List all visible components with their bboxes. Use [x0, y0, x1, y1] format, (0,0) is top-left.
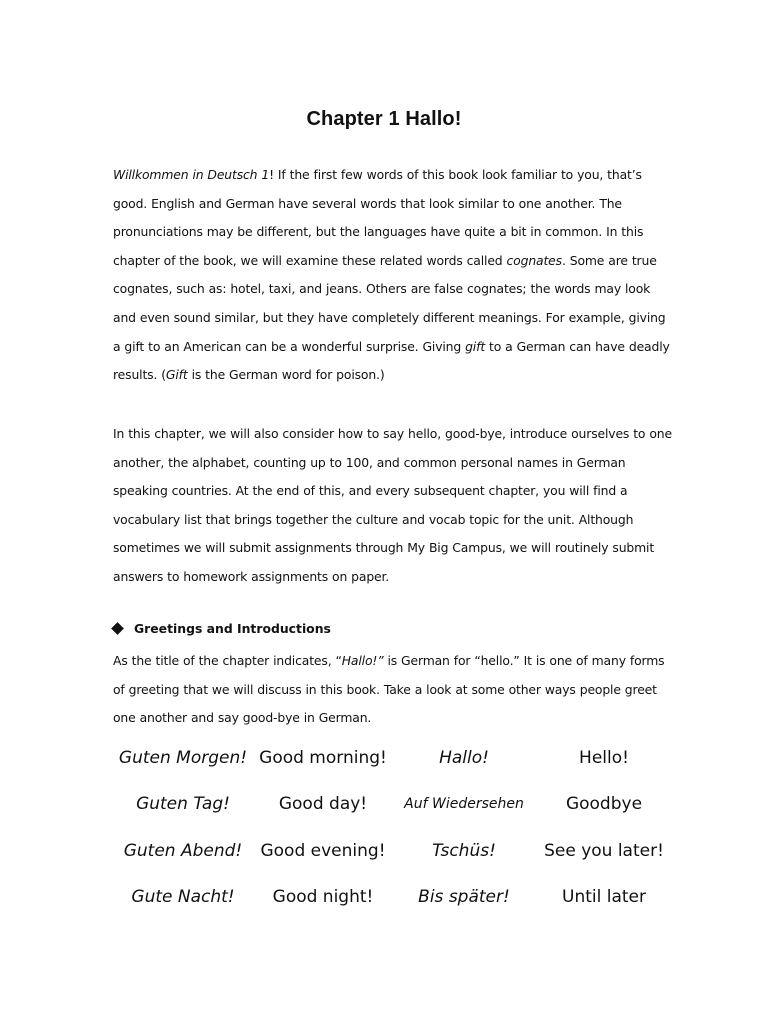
cognates-term: cognates — [506, 252, 562, 268]
intro-text-part-4: is the German word for poison.) — [187, 367, 385, 383]
intro-text-part-1: ! If the first few words of this book look familiar to you, that’s good. English and German have several words that look similar to one another. The pronunciations may be different, but the languages have quite a bit in common. In this chapter of the book, we will examine these related words called — [113, 167, 644, 268]
chapter-title: Chapter 1 Hallo! — [306, 108, 462, 130]
chapter-overview-text: In this chapter, we will also consider how to say hello, good-bye, introduce ourselves to one another, the alphabet, counting up to 100, and common personal names in German speaking countries. At the end of this, and every subsequent chapter, you will find a vocabulary list that brings together the culture and vocab topic for the unit. Although sometimes we will submit assignments through My Big Campus, we will routinely submit answers to homework assignments on paper. — [113, 426, 672, 584]
english-greeting: Hello! — [579, 748, 629, 769]
german-greeting: Auf Wiedersehen — [404, 796, 524, 813]
hallo-term: Hallo!” — [341, 653, 384, 668]
english-greeting: Goodbye — [565, 794, 643, 815]
english-greeting: Good evening! — [260, 840, 386, 861]
greetings-table — [113, 735, 673, 920]
english-greeting: Until later — [562, 887, 646, 908]
english-greeting: Good morning! — [259, 748, 387, 769]
german-greeting: Guten Tag! — [136, 794, 230, 815]
german-greeting: Guten Morgen! — [118, 748, 248, 769]
german-greeting: Gute Nacht! — [131, 887, 235, 908]
german-greeting: Bis später! — [418, 887, 510, 908]
intro-text-part-3: to a German can have deadly results. ( — [113, 338, 670, 383]
section-heading-label: Greetings and Introductions — [134, 621, 331, 636]
gift-term-2: Gift — [165, 367, 188, 383]
intro-italic-text: Willkommen in Deutsch 1 — [113, 167, 270, 182]
english-greeting: Good night! — [272, 887, 374, 908]
german-greeting: Hallo! — [439, 748, 489, 769]
greetings-text-part-1: As the title of the chapter indicates, “ — [113, 653, 342, 668]
intro-paragraph — [113, 161, 673, 390]
german-greeting: Guten Abend! — [123, 840, 243, 861]
greetings-paragraph — [113, 647, 673, 733]
chapter-overview-paragraph — [113, 420, 673, 592]
intro-text-part-2: . Some are true cognates, such as: hotel, taxi, and jeans. Others are false cognates; the words may look and even sound similar, but they have completely different meanings. For example, giving a gift to an American can be a wonderful surprise. Giving — [113, 252, 666, 354]
diamond-bullet-icon — [111, 622, 124, 635]
greetings-text-part-2: is German for “hello.” It is one of many forms of greeting that we will discuss in this book. Take a look at some other ways people greet one another and say good-bye in German. — [113, 653, 665, 726]
german-greeting: Tschüs! — [432, 840, 496, 861]
english-greeting: See you later! — [544, 840, 664, 861]
english-greeting: Good day! — [278, 794, 368, 815]
gift-term: gift — [465, 338, 486, 354]
section-heading — [113, 621, 331, 636]
